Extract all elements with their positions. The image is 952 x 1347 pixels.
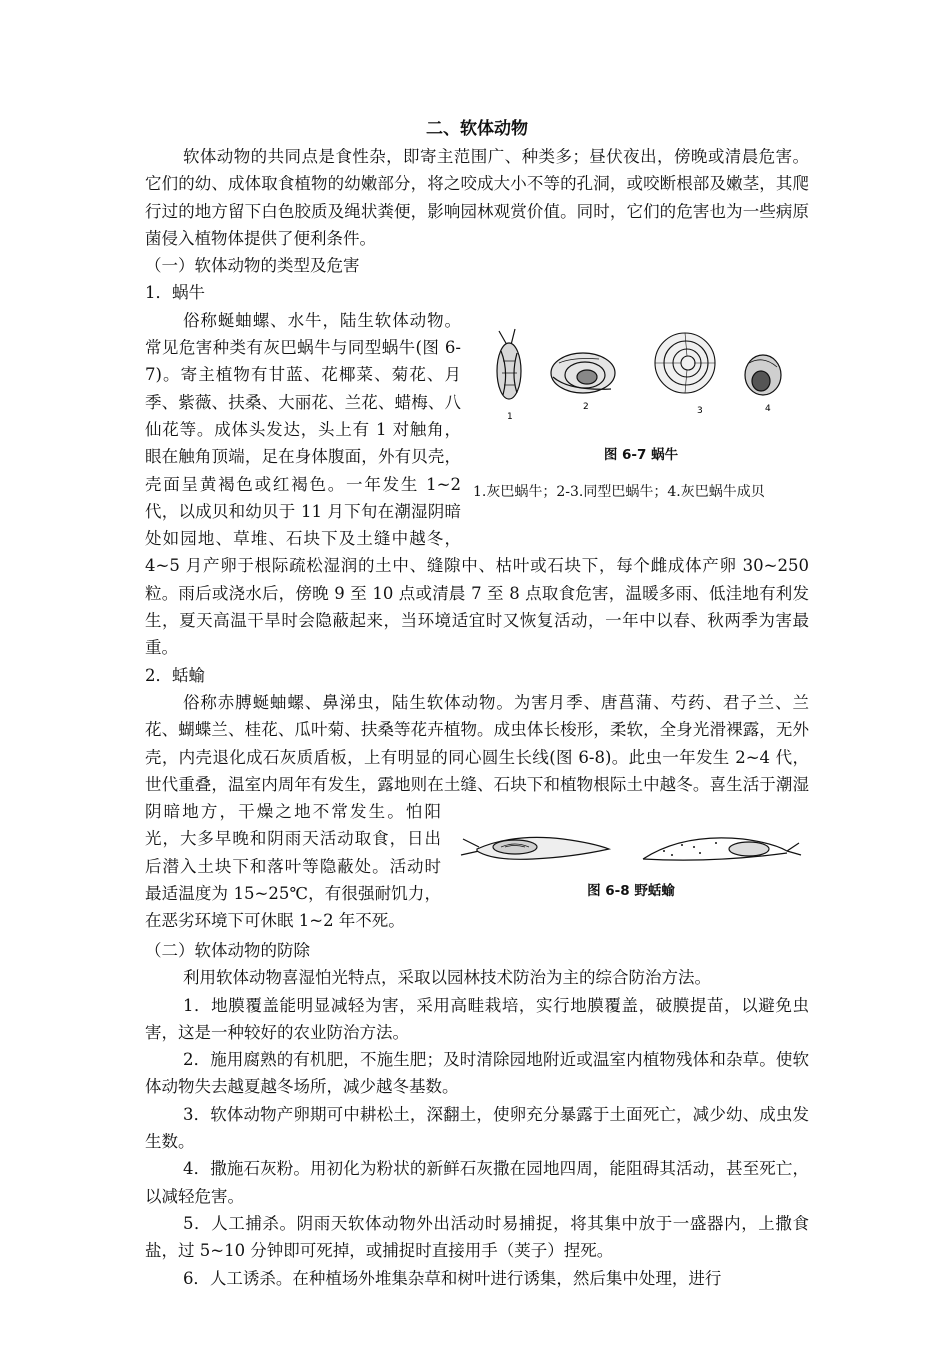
control-item-2: 2．施用腐熟的有机肥，不施生肥；及时清除园地附近或温室内植物残体和杂草。使软体动物失去越夏越冬场所，减少越冬基数。 [145,1050,809,1097]
section1-heading: （一）软体动物的类型及危害 [145,256,360,276]
control-item-4: 4．撒施石灰粉。用初化为粉状的新鲜石灰撒在园地四周，能阻碍其活动，甚至死亡，以减轻危害。 [145,1159,809,1206]
figure1-num-3: 3 [697,405,703,416]
figure-6-8-caption: 图 6-8 野蛞蝓 [587,882,675,899]
snail-3-drawing [655,333,715,393]
control-lead: 利用软体动物喜湿怕光特点，采取以园林技术防治为主的综合防治方法。 [182,968,711,988]
snail-2-drawing [551,353,615,393]
slug-2-drawing [643,838,801,860]
figure-6-7-caption: 图 6-7 蜗牛 [603,446,679,463]
page-title: 二、软体动物 [426,119,528,139]
intro-paragraph: 软体动物的共同点是食性杂，即寄主范围广、种类多；昼伏夜出，傍晚或清晨危害。它们的幼、成体取食植物的幼嫩部分，将之咬成大小不等的孔洞，或咬断根部及嫩茎，其爬行过的地方留下白色胶质及绳状粪便，影响园林观赏价值。同时，它们的危害也为一些病原菌侵入植物体提供了便利条件。 [145,147,809,248]
snail-heading: 1．蜗牛 [145,283,205,303]
snail-1-drawing [497,329,521,399]
figure-6-7-legend: 1.灰巴蜗牛；2-3.同型巴蜗牛；4.灰巴蜗牛成贝 [473,483,765,500]
figure1-num-4: 4 [765,403,771,414]
slug-1-drawing [461,837,609,859]
slug-illustrations [453,825,809,875]
figure1-num-2: 2 [583,401,589,412]
figure-slugs [453,825,809,937]
snail-illustrations [473,311,809,431]
control-item-6: 6．人工诱杀。在种植场外堆集杂草和树叶进行诱集，然后集中处理，进行 [182,1268,722,1288]
control-item-1: 1．地膜覆盖能明显减轻为害，采用高畦栽培，实行地膜覆盖，破膜提苗，以避免虫害，这是一种较好的农业防治方法。 [145,995,809,1042]
snail-paragraph: 俗称蜒蚰螺、水牛，陆生软体动物。常见危害种类有灰巴蜗牛与同型蜗牛(图 6-7)。寄主植物有甘蓝、花椰菜、菊花、月季、紫薇、扶桑、大丽花、兰花、蜡梅、八仙花等。成体头发达，头上有 1 对触角，眼在触角顶端，足在身体腹面，外有贝壳，壳面呈黄褐色或红褐色。一年发生 1~2 代，以成贝和幼贝于 11 月下旬在潮湿阴暗处如园地、草堆、石块下及土缝中越冬，4~5 月产卵于根际疏松湿润的土中、缝隙中、枯叶或石块下，每个雌成体产卵 30~250 粒。雨后或浇水后，傍晚 9 至 10 点或清晨 7 至 8 点取食危害，温暖多雨、低洼地有利发生，夏天高温干旱时会隐蔽起来，当环境适宜时又恢复活动，一年中以春、秋两季为害最重。 [145,310,809,658]
snail-4-drawing [745,355,781,395]
control-item-3: 3．软体动物产卵期可中耕松土，深翻土，使卵充分暴露于土面死亡，减少幼、成虫发生数。 [145,1104,809,1152]
control-item-5: 5．人工捕杀。阴雨天软体动物外出活动时易捕捉，将其集中放于一盛器内，上撒食盐，过 5~10 分钟即可死掉，或捕捉时直接用手（荚子）捏死。 [145,1213,809,1261]
slug-paragraph: 俗称赤膊蜒蚰螺、鼻涕虫，陆生软体动物。为害月季、唐菖蒲、芍药、君子兰、兰花、蝴蝶兰、桂花、瓜叶菊、扶桑等花卉植物。成虫体长梭形，柔软，全身光滑裸露，无外壳，内壳退化成石灰质盾板，上有明显的同心圆生长线(图 6-8)。此虫一年发生 2~4 代，世代重叠，温室内周年有发生，露地则在土缝、石块下和植物根际土中越冬。喜生活于潮湿阴暗地方，干燥之地不常发生。怕阳光，大多早晚和阴雨天活动取食，日出后潜入土块下和落叶等隐蔽处。活动时最适温度为 15~25℃，有很强耐饥力，在恶劣环境下可休眠 1~2 年不死。 [145,692,809,931]
section2-heading: （二）软体动物的防除 [145,940,310,960]
slug-heading: 2．蛞蝓 [145,665,205,685]
document-page [145,115,809,1292]
figure-snails [473,311,809,527]
figure1-num-1: 1 [507,411,513,422]
